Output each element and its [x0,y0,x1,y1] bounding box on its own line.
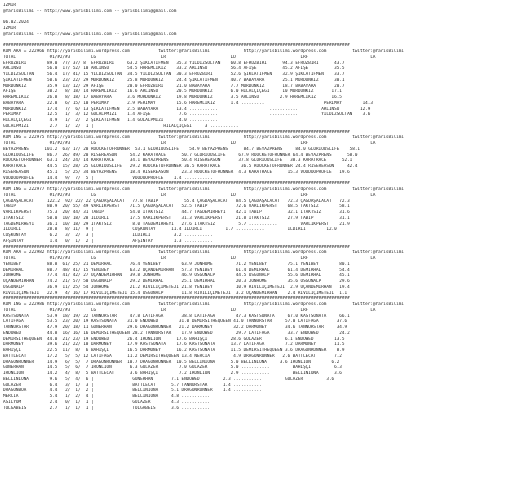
document-line: @YarisBilimi -- http://www.yarisbilimi.com -- yarisbilimi@gmail.com [3,31,177,37]
document-line: TOTAL #1/#2/#3 LG LR LD LRF LA [3,256,376,261]
document-line: BAHIŞÇI 22.5 11/ 8/ 6 BAHIŞÇI 16.5 DARMONEY 16.2 KASTSONATA 11.5 DEMIRSITHEQUEEN 3.6 DRAGONRUNNER 8.9 [3,348,345,353]
document-line: OSGUNALP 36.9 11/ 25/ 54 JONHOME 21.2 RIVILIÇIMETEJI 21.8 YENIBEY 10.9 RIVILIÇIMETEJI 2.9 UÇANDEMIRHAN 19.4 [3,284,350,290]
document-line: KUM ING = 222977 http://yarisbilimi.wordpress.com twitter:@YarisBilimi http://yarisbilimi.wordpress.com twitter:@YarisBilimi [3,187,404,192]
document-line: RIVILIÇIMETEJI 22.9 4/ 16/ 17 RIVILIÇIMETEJI 15.4 OSGUNALP 11.8 RIVILIÇIMETEJI 3.2 UÇANDEMIRHAN 2.4 RIVILIÇIMETEJI 1.1 [3,290,348,296]
document-line: ENDOWED 44.8 16/ 16/ 16 DEMIRSITHEQUEEN 28.2 TANNURSTAR 17.9 ENDOWED 29.7 LATIFAĞA 33.7 ENDOWED 24.2 [3,330,350,336]
document-line: LATIFAĞA 53.5 23/ 20/ 19 KASTSONATA 31.0 ENDOWED 31.0 DEMIRSITHEQUEEN 41.0 TANNURSTAR 57.0 LATIFAĞA 37.6 [3,319,348,325]
document-line: TAGDEMIRHEY1 36.1 10/ 18/ 29 ITAKTSIZ 8.0 TAGDEMIRHEY1 27.6 ITAKTSIZ 5.7 ........... VARLIKPERST 21.9 [3,221,350,227]
document-line: DEMIRSITHEQUEEN 44.0 21/ 23/ 19 ENDOWED 26.4 IRONLION 17.6 BAHIŞÇI 28.6 GULAZER 6.1 ENDOWED 13.5 [3,336,345,342]
document-line: GÜLAZER 6.4 3/ 1/ 3 | BATTLECAT 5.7 TANNURSTAR 1.4 ........... [3,382,262,388]
document-line: BATTLECAT 17.2 5/ 5/ 12 LATIFAĞA 11.2 DEMIRSITHEQUEEN 13.4 NERCIA 4.9 DRAGONRUNNER 2.6 BATTLECAT 7.2 [3,353,342,359]
document-line: YILDIZSULTAN 56.4 17/ 41/ 15 YILDIZSULTAN 34.5 YILDIZSULTAN 30.3 EFRUZBIRI 52.6 ŞIKLATIFMEN 32.9 ŞIKLATIFMEN 33.7 [3,72,345,77]
document-line: BELLINIONA 9.6 5/ 4/ 6 | GÜNERHAN 7.1 ENDOWED 2.3 ........... GÜLAZER 3.6 [3,376,335,382]
document-line: KUM ING = 222975 http://yarisbilimi.wordpress.com twitter:@YarisBilimi http://yarisbilimi.wordpress.com twitter:@YarisBilimi [3,135,404,141]
document-line: VARLIKPERST 75.3 20/ 44/ 31 TABIP 54.0 ITAKTSIZ 44.7 TAGDEMIRHEY1 42.1 TABIP 32.1 ITAKTSIZ 31.6 [3,210,350,215]
document-line: ROOCKETOFRUNNER 63.1 24/ 24/ 14 KARATRACE 34.1 BEYAZPRENS 50.4 RISEREASON 37.8 GLORIOUSLIFE 38.3 KARATRACE 52.1 [3,158,353,164]
document-line: KUM ING = 222986 http://yarisbilimi.wordpress.com twitter:@YarisBilimi http://yarisbilimi.wordpress.com twitter:@YarisBilimi [3,302,404,307]
document-line: DARMONEY 39.6 21/ 22/ 10 DARMONEY 17.9 KASTSONATA 17.6 KASTSONATA 13.7 LATIFAĞA 7.2 DARMONEY 11.5 [3,342,345,348]
document-line: KUM ARA = 222966 http://yarisbilimi.wordpress.com twitter:@YarisBilimi http://yarisbilimi.wordpress.com twitter:@YarisBilimi [3,49,404,54]
document-line: TOTAL #1/#2/#3 LG LR LD LRF LA [3,192,376,198]
document-line: DRAGONRUNNER 14.9 6/ 5/ 7 DRAGONRUNNER 10.7 DRAGONRUNNER 10.5 BELLINIONA 5.0 BELLINIONA 3.6 IRONLION 6.2 [3,359,340,365]
document-line: KARATRACE 44.5 15/ 28/ 25 GLORIOUSLIFE 29.2 ROOCKETOFRUNNER 36.5 KARATRACE 36.5 ROOCKETOFRUNNER 24.4 RISEREASON 42.4 [3,164,358,169]
document-line: ###################################################################################################################################### [3,296,350,302]
document-line: TOTAL #1/#2/#3 LG LR LD LRF LA [3,141,376,146]
document-line: YENIBEY 88.8 61/ 25/ 21 DEMIRHAL 76.4 YENIBEY 63.9 JONHOME 71.2 YENIBEY 75.1 YENIBEY 80.1 [3,261,350,267]
document-line: ASILYOM 2.4 0/ 1/ 1 | GÜLAZER 4.3 ........... [3,399,210,405]
document-line: KUM ARA = 222982 http://yarisbilimi.wordpress.com twitter:@YarisBilimi http://yarisbilimi.wordpress.com twitter:@YarisBilimi [3,250,404,256]
document-line: TOLGABEIS 2.7 1/ 1/ 1 | TOLGABEIS 3.6 ........... [3,405,210,411]
document-line: ###################################################################################################################################### [3,43,350,49]
document-line: DEMIRHAL 80.7 48/ 41/ 15 YENIBEY 63.2 UÇANDEMIRHAN 57.3 YENIBEY 61.4 DEMIRHAL 61.4 DEMIRHAL 54.4 [3,267,350,273]
document-line: MÜRDÜNKIZ 35.9 13/ 12/ 29 AFIŞE 20.0 EFRUZBIRI 21.0 BABAYARA 7.7 MÜRDÜNKIZ 18.7 BABAYARA 20.7 [3,83,345,89]
document-line: @YarisBilimi -- http://www.yarisbilimi.com -- yarisbilimi@gmail.com [3,8,177,14]
document-line: GLORIOUSLIFE 86.7 26/ 49/ 20 RISEREASON 54.2 KARATRACE 50.7 GLORIOUSLIFE 67.9 ROOCKETOFRUNNER 64.4 BEYAZPRENS 58.0 [3,152,358,158]
document-line: TABIP 80.9 20/ 55/ 49 VARLIKPERST 71.5 ÇAĞDAŞALACAT 52.5 TABIP 72.6 VARLIKPERST 68.5 TAKTSIZ 58.1 [3,204,350,210]
document-line: PERIMAY 12.5 1/ 3/ 12 GÜLALPMIZI 1.4 AFIŞE 7.6 ........... ........... YILDIZSULTAN 3.6 [3,112,371,118]
document-line: ILDIRLI 28.8 8/ 11/ 9 | COŞKUNTAY 11.4 ILDIRLI 1.7 ........... ILDIRLI 12.0 [3,227,337,233]
document-line: IZMIR [3,3,16,8]
document-line: RISEREASON 45.1 5/ 25/ 34 BEYAZPRENS 18.4 RISEREASON 23.3 ROOCKETOFRUNNER 4.3 KARATRACE 15.3 VOODOOPROFLE 19.6 [3,169,350,175]
document-line: ŞIKLATIFMEN 50.6 23/ 22/ 29 MÜRDÜNKIZ 25.8 MÜRDÜNKIZ 24.4 ŞIKLATIFMEN 40.7 BABAYARA 25.1 MÜRDÜNKIZ 30.1 [3,77,345,83]
document-line: ###################################################################################################################################### [3,181,350,187]
document-line: BABAYARA 22.8 6/ 15/ 10 PERIMAY 2.9 PERIMAY 15.6 HAREMLIKIZ 1.4 ......... PERIMAY 14.3 [3,100,373,106]
document-line: AFIŞE 30.2 8/ 18/ 14 HAREMLIKIZ 16.6 ARLINSU 20.5 MÜRDÜNKIZ 6.0 HILALÇIÇEĞI 10 MÜRDÜNKIZ 17.1 [3,89,342,95]
document-line: ###################################################################################################################################### [3,244,350,250]
document-line: KASTSONATA 53.9 18/ 19/ 22 TANNURSTAR 47.8 LATIFAĞA 38.8 LATIFAĞA 47.3 KASTSONATA 67.0 KASTSONATA 66.1 [3,313,350,319]
document-line: JONHOME 77.4 41/ 42/ 27 UÇANDEMIRHAN 39.8 JONHOME 46.9 OSGUNALP 44.5 OSGUNALP 55.6 DEMIRHAL 45.1 [3,273,350,279]
document-line: ITAKTSIZ 50.0 10/ 18/ 28 ILDIRLI 17.5 VARLIKPERST 31.3 VARLIKPERST 21.8 ITAKTSIZ 27.9 TABIP 31.1 [3,215,350,221]
document-line: 06.02.2024 [3,20,29,26]
document-line: EFRUZBIRI 89.0 77/ 37/ 8 EFRUZBIRI 63.2 ŞIKLATIFMEN 35.3 YILDIZSULTAN 60.8 EFRUZBIRI 94.3 EFRUZBIRI 43.7 [3,60,345,66]
document-line: DRAGONBOA 4.4 2/ 1/ 2 | BELLINIONA 5.1 DRAGONRUNNER 1.4 ........... [3,388,262,394]
document-line: HILALÇIÇEĞI 4.9 1/ 2/ 2 ŞIKLATIFMEN 1.4 GÜLALPMIZI 4.0 ........... [3,118,218,123]
document-line: TOTAL #1/#2/#3 LG LR LD LRF LA [3,307,376,313]
document-line: AFŞINTAY 1.4 0/ 1/ 2 | AFŞINTAY 1.3 ........... [3,238,213,244]
document-line: TANNURSTAR 47.9 20/ 18/ 11 GÜNERHAN 29.6 DRAGONRUNNER 21.2 DARMONEY 32.2 DARMONEY 34.6 TANNURSTAR 34.9 [3,325,348,330]
document-line: HAREMLIKIZ 26.8 8/ 18/ 17 BABAYARA 3.6 MÜRDÜNKIZ 19.8 MÜRDÜNKIZ 3.5 ARLINSU 2.9 HAREMLIKIZ 16.5 [3,95,342,100]
document-line: VOODOOPROFLE 14.4 9/ 7/ 5 | VOODOOPROFLE 1.4 ........... [3,175,213,181]
document-line: ÇAĞDAŞALACAT 122.2 92/ 22/ 22 ÇAĞDAŞALACAT 77.8 TABIP 55.4 ÇAĞDAŞALACAT 84.5 ÇAĞDAŞALACAT 72.3 ÇAĞDAŞALACAT 72.3 [3,198,350,204]
document-line: IZMIR [3,26,16,31]
document-line: COŞKUNTAY 6.2 3/ 2/ 3 | ILDIRLI 3.2 ........... [3,233,213,238]
document-line: TOTAL #1/#2/#3 LG LR LD LRF LA [3,54,376,60]
document-line: GÜNERHAN 14.5 5/ 6/ 7 IRONLION 6.3 GÜLAZER 7.0 GÜLAZER 5.0 ........... BAHIŞÇI 6.3 [3,365,342,371]
document-line: UÇANDEMIRHAN 74.2 21/ 57/ 50 OSGUNALP 29.2 DEMIRHAL 25.1 DEMIRHAL 20.3 JONHOME 35.6 OSGUNALP 29.6 [3,279,350,284]
document-line: MERCIA 5.4 1/ 2/ 4 | BELLINIONA 4.8 ........... [3,394,210,399]
document-line: MÜRDÜNKIZ 17.4 7/ 6/ 13 ŞIKLATIFMEN 2.5 BABAYARA 13.4 ........... ........... ARLINSU 12.9 [3,106,371,112]
document-line: BEYAZPRENS 101.2 63/ 17/ 20 ROOCKETOFRUNNER 53.1 GLORIOUSLIFE 54.9 BEYAZPRENS 84.7 BEYAZPRENS 84.0 GLORIOUSLIFE 58.1 [3,146,360,152]
document-line: ARLINSU 56.0 17/ 52/ 10 ARLINSU 54.5 HAREMLIKIZ 33.2 ARLINSU 56.4 AFIŞE 45.2 AFIŞE 35.5 [3,66,345,72]
document-line: GÜLALPMIZI 2.7 1/ 2/ 1 | HILALÇIÇEĞI 3 ........... [3,123,239,129]
document-line: ###################################################################################################################################### [3,129,350,135]
document-line: IRONLION 14.2 4/ 8/ 5 BATTLECAT 3.6 BAHIŞÇI 7.2 IRONLION 2.9 ........... BELLINIONA 3.6 [3,371,342,376]
